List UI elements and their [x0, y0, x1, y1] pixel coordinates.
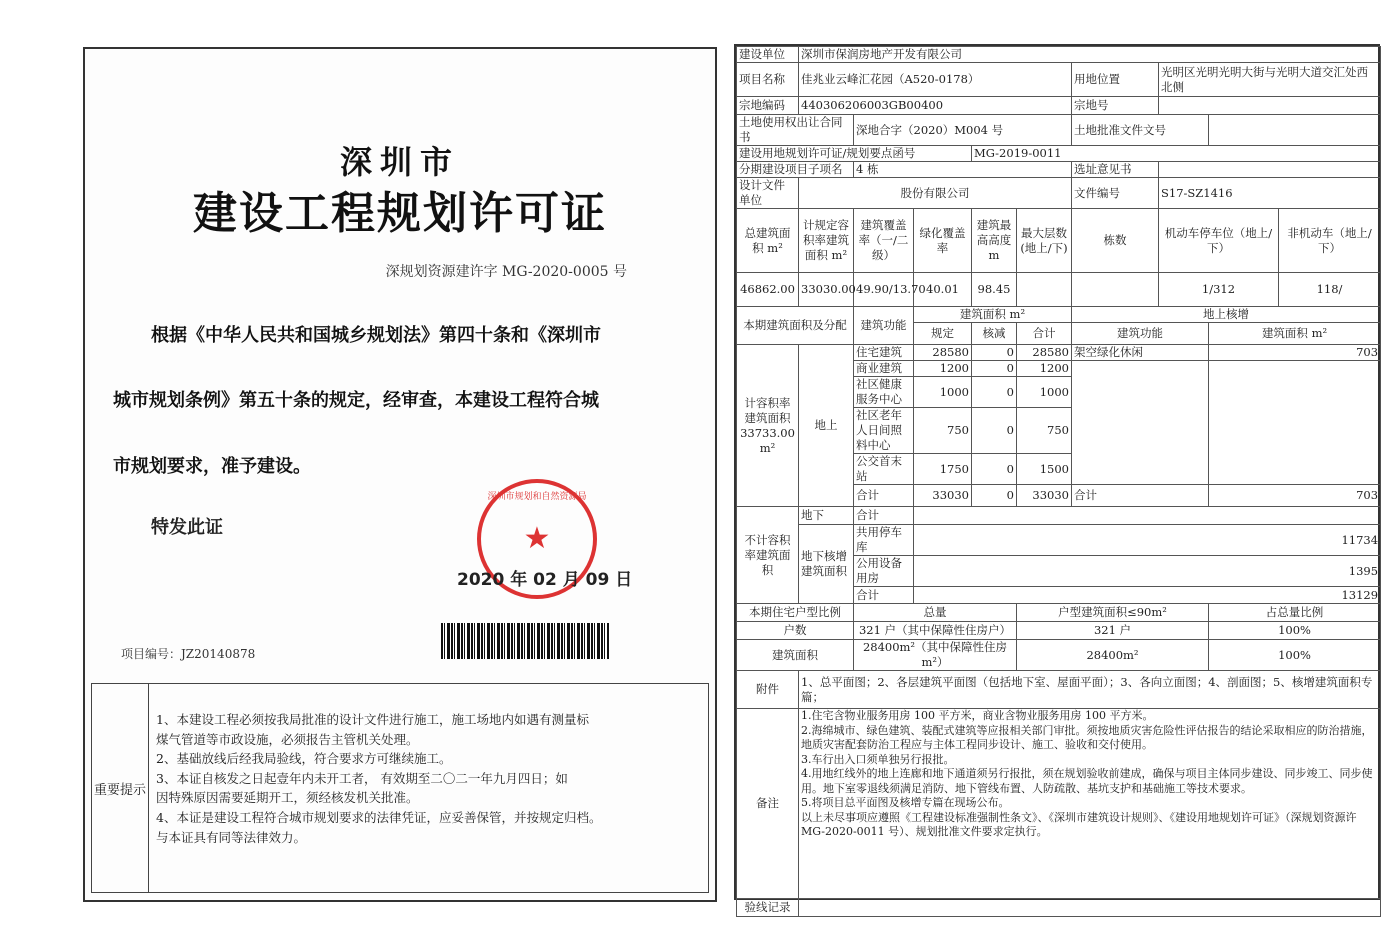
- func2-head: 建筑功能: [1072, 323, 1209, 345]
- barcode: [441, 623, 609, 659]
- permit-number: 深规划资源建许字 MG-2020-0005 号: [385, 264, 627, 280]
- remarks: [799, 709, 1381, 899]
- row-add: 0: [972, 345, 1017, 361]
- remark-line: 5.将项目总平面图及核增专篇在现场公布。: [801, 796, 1010, 809]
- location-label: 用地位置: [1072, 63, 1159, 97]
- design-label: 设计文件单位: [737, 178, 799, 209]
- row-name: 商业建筑: [854, 361, 914, 377]
- v-nonmotor: 118/: [1279, 273, 1381, 307]
- file-no-value: S17-SZ1416: [1159, 178, 1381, 209]
- ha-ratio: 100%: [1209, 640, 1381, 671]
- v-height: 98.45: [972, 273, 1017, 307]
- note-line: 与本证具有同等法律效力。: [156, 829, 307, 845]
- info-table: [736, 46, 1381, 917]
- under-row-name: 合计: [854, 587, 914, 604]
- v-cover: 49.90/13.70: [854, 273, 914, 307]
- ha-label: 建筑面积: [737, 640, 854, 671]
- remark-line: 1.住宅含物业服务用房 100 平方米，商业含物业服务用房 100 平方米。: [801, 709, 1154, 722]
- area-head: 本期建筑面积及分配: [737, 307, 854, 345]
- note-line: 2、基础放线后经我局验线，符合要求方可继续施工。: [156, 751, 452, 767]
- housing-total-head: 总量: [854, 604, 1017, 622]
- unit-label: 建设单位: [737, 47, 799, 63]
- ha-total: 28400m²（其中保障性住房 m²）: [854, 640, 1017, 671]
- row-reg: 28580: [914, 345, 972, 361]
- hh-label: 户数: [737, 622, 854, 640]
- under-b-label: 地下核增建筑面积: [799, 525, 854, 604]
- note-line: 3、本证自核发之日起壹年内未开工者， 有效期至二〇二一年九月四日；如: [156, 770, 568, 786]
- total-row-name: 合计: [854, 485, 914, 507]
- total-sum: 33030: [1017, 485, 1072, 507]
- hh-total: 321 户（其中保障性住房户）: [854, 622, 1017, 640]
- issue-text: 特发此证: [151, 517, 223, 538]
- row-add: 0: [972, 361, 1017, 377]
- total-reg: 33030: [914, 485, 972, 507]
- permit-details: [734, 44, 1380, 914]
- h-total: 总建筑面积 m²: [737, 209, 799, 273]
- row-area2: 703: [1209, 345, 1381, 361]
- func-head: 建筑功能: [854, 307, 914, 345]
- v-far: 33030.00: [799, 273, 854, 307]
- reg-head: 规定: [914, 323, 972, 345]
- housing-head: 本期住宅户型比例: [737, 604, 854, 622]
- hh-ratio: 100%: [1209, 622, 1381, 640]
- note-line: 4、本证是建设工程符合城市规划要求的法律凭证，应妥善保管，并按规定归档。: [156, 809, 602, 825]
- row-sum: 28580: [1017, 345, 1072, 361]
- seal-ring-text: 深圳市规划和自然资源局: [487, 492, 587, 502]
- area2-head: 建筑面积 m²: [1209, 323, 1381, 345]
- add-head: 核减: [972, 323, 1017, 345]
- total-func2: 合计: [1072, 485, 1209, 507]
- row-sum: 1200: [1017, 361, 1072, 377]
- land-permit-value: MG-2019-0011: [972, 146, 1381, 162]
- note-line: 1、本建设工程必须按我局批准的设计文件进行施工，施工场地内如遇有测量标: [156, 712, 589, 727]
- far-area-label: 计容积率建筑面积 33733.00 m²: [737, 345, 799, 507]
- row-sum: 1000: [1017, 377, 1072, 408]
- project-number: 项目编号：JZ20140878: [121, 647, 256, 661]
- body-line-3: 市规划要求，准予建设。: [113, 456, 311, 477]
- row-reg: 1000: [914, 377, 972, 408]
- doc-label: 土地批准文件文号: [1072, 115, 1209, 146]
- under-row-val: 13129: [914, 587, 1381, 604]
- remark-line: 2.海绵城市、绿色建筑、装配式建筑等应报相关部门审批。须按地质灾害危险性评估报告的结论采取相应的防治措施，地质灾害配套防治工程应与主体工程同步设计、施工、验收和交付使用。: [801, 723, 1373, 751]
- h-height: 建筑最高高度 m: [972, 209, 1017, 273]
- remark-label: 备注: [737, 709, 799, 899]
- row-reg: 750: [914, 408, 972, 454]
- total-area2: 703: [1209, 485, 1381, 507]
- location-value: 光明区光明光明大街与光明大道交汇处西北侧: [1159, 63, 1381, 97]
- housing-small-head: 户型建筑面积≤90m²: [1017, 604, 1209, 622]
- h-blocks: 栋数: [1072, 209, 1159, 273]
- v-green: 40.01: [914, 273, 972, 307]
- remark-line: 3.车行出入口须单独另行报批。: [801, 752, 955, 766]
- under-row-val: 1395: [914, 556, 1381, 587]
- h-green: 绿化覆盖率: [914, 209, 972, 273]
- project-label: 项目名称: [737, 63, 799, 97]
- h-cover: 建筑覆盖率（一/二级）: [854, 209, 914, 273]
- h-nonmotor: 非机动车（地上/下）: [1279, 209, 1381, 273]
- area-m2-head: 建筑面积 m²: [914, 307, 1072, 323]
- total-add: 0: [972, 485, 1017, 507]
- under-row-name: 公用设备用房: [854, 556, 914, 587]
- unit-value: 深圳市保润房地产开发有限公司: [799, 47, 1381, 63]
- above-label: 地上: [799, 345, 854, 507]
- phase-value: 4 栋: [854, 162, 1072, 178]
- h-parking: 机动车停车位（地上/下）: [1159, 209, 1279, 273]
- issue-date: 2020 年 02 月 09 日: [457, 570, 633, 590]
- file-no-label: 文件编号: [1072, 178, 1159, 209]
- attachments: 1、总平面图；2、各层建筑平面图（包括地下室、屋面平面）；3、各向立面图；4、剖面图；5、核增建筑面积专篇；: [799, 671, 1381, 709]
- row-add: 0: [972, 408, 1017, 454]
- land-code-value: 440306206003GB00400: [799, 97, 1072, 115]
- record-label: 验线记录: [737, 899, 799, 917]
- row-func2: 架空绿化休闲: [1072, 345, 1209, 361]
- housing-ratio-head: 占总量比例: [1209, 604, 1381, 622]
- city-title: 深圳市: [339, 143, 460, 181]
- remark-line: 以上未尽事项应遵照《工程建设标准强制性条文》、《深圳市建筑设计规则》、《建设用地规划许可证》（深规划资源许 MG-2020-0011 号）、规划批准文件要求定执行。: [801, 810, 1357, 838]
- notes-label: 重要提示: [92, 684, 149, 892]
- important-notes: [91, 683, 709, 893]
- row-reg: 1750: [914, 454, 972, 485]
- permit-title: 建设工程规划许可证: [193, 188, 607, 239]
- row-add: 0: [972, 454, 1017, 485]
- remark-line: 4.用地红线外的地上连廊和地下通道须另行报批，须在规划验收前建成，确保与项目主体同步建设、同步竣工、同步使用。地下室零退线须满足消防、地下管线布置、人防疏散、基坑支护和基础施工等技术要求。: [801, 767, 1373, 795]
- under-sum-label: 合计: [854, 507, 914, 525]
- note-line: 因特殊原因需要延期开工，须经核发机关批准。: [156, 790, 419, 806]
- row-name: 住宅建筑: [854, 345, 914, 361]
- contract-value: 深地合字（2020）M004 号: [854, 115, 1072, 146]
- land-no-label: 宗地号: [1072, 97, 1159, 115]
- project-value: 佳兆业云峰汇花园（A520-0178）: [799, 63, 1072, 97]
- att-label: 附件: [737, 671, 799, 709]
- h-far: 计规定容积率建筑面积 m²: [799, 209, 854, 273]
- sum-head: 合计: [1017, 323, 1072, 345]
- nonfar-label: 不计容积率建筑面积: [737, 507, 799, 604]
- row-reg: 1200: [914, 361, 972, 377]
- under-a-label: 地下: [799, 507, 854, 525]
- note-line: 煤气管道等市政设施，必须报告主管机关处理。: [156, 731, 419, 747]
- phase-label: 分期建设项目子项名: [737, 162, 854, 178]
- v-parking: 1/312: [1159, 273, 1279, 307]
- row-add: 0: [972, 377, 1017, 408]
- body-line-2: 城市规划条例》第五十条的规定，经审查，本建设工程符合城: [113, 390, 599, 411]
- under-row-name: 共用停车库: [854, 525, 914, 556]
- row-name: 公交首末站: [854, 454, 914, 485]
- v-total: 46862.00: [737, 273, 799, 307]
- row-sum: 750: [1017, 408, 1072, 454]
- seal-star-icon: ★: [523, 521, 551, 556]
- permit-cover: [83, 47, 717, 902]
- land-code-label: 宗地编码: [737, 97, 799, 115]
- ground-add-head: 地上核增: [1072, 307, 1381, 323]
- site-opinion-label: 选址意见书: [1072, 162, 1159, 178]
- under-row-val: 11734: [914, 525, 1381, 556]
- contract-label: 土地使用权出让合同书: [737, 115, 854, 146]
- body-line-1: 根据《中华人民共和国城乡规划法》第四十条和《深圳市: [151, 325, 601, 346]
- design-value: 股份有限公司: [799, 178, 1072, 209]
- row-sum: 1500: [1017, 454, 1072, 485]
- land-permit-label: 建设用地规划许可证/规划要点函号: [737, 146, 972, 162]
- ha-small: 28400m²: [1017, 640, 1209, 671]
- h-floors: 最大层数(地上/下): [1017, 209, 1072, 273]
- row-name: 社区健康服务中心: [854, 377, 914, 408]
- hh-small: 321 户: [1017, 622, 1209, 640]
- row-name: 社区老年人日间照料中心: [854, 408, 914, 454]
